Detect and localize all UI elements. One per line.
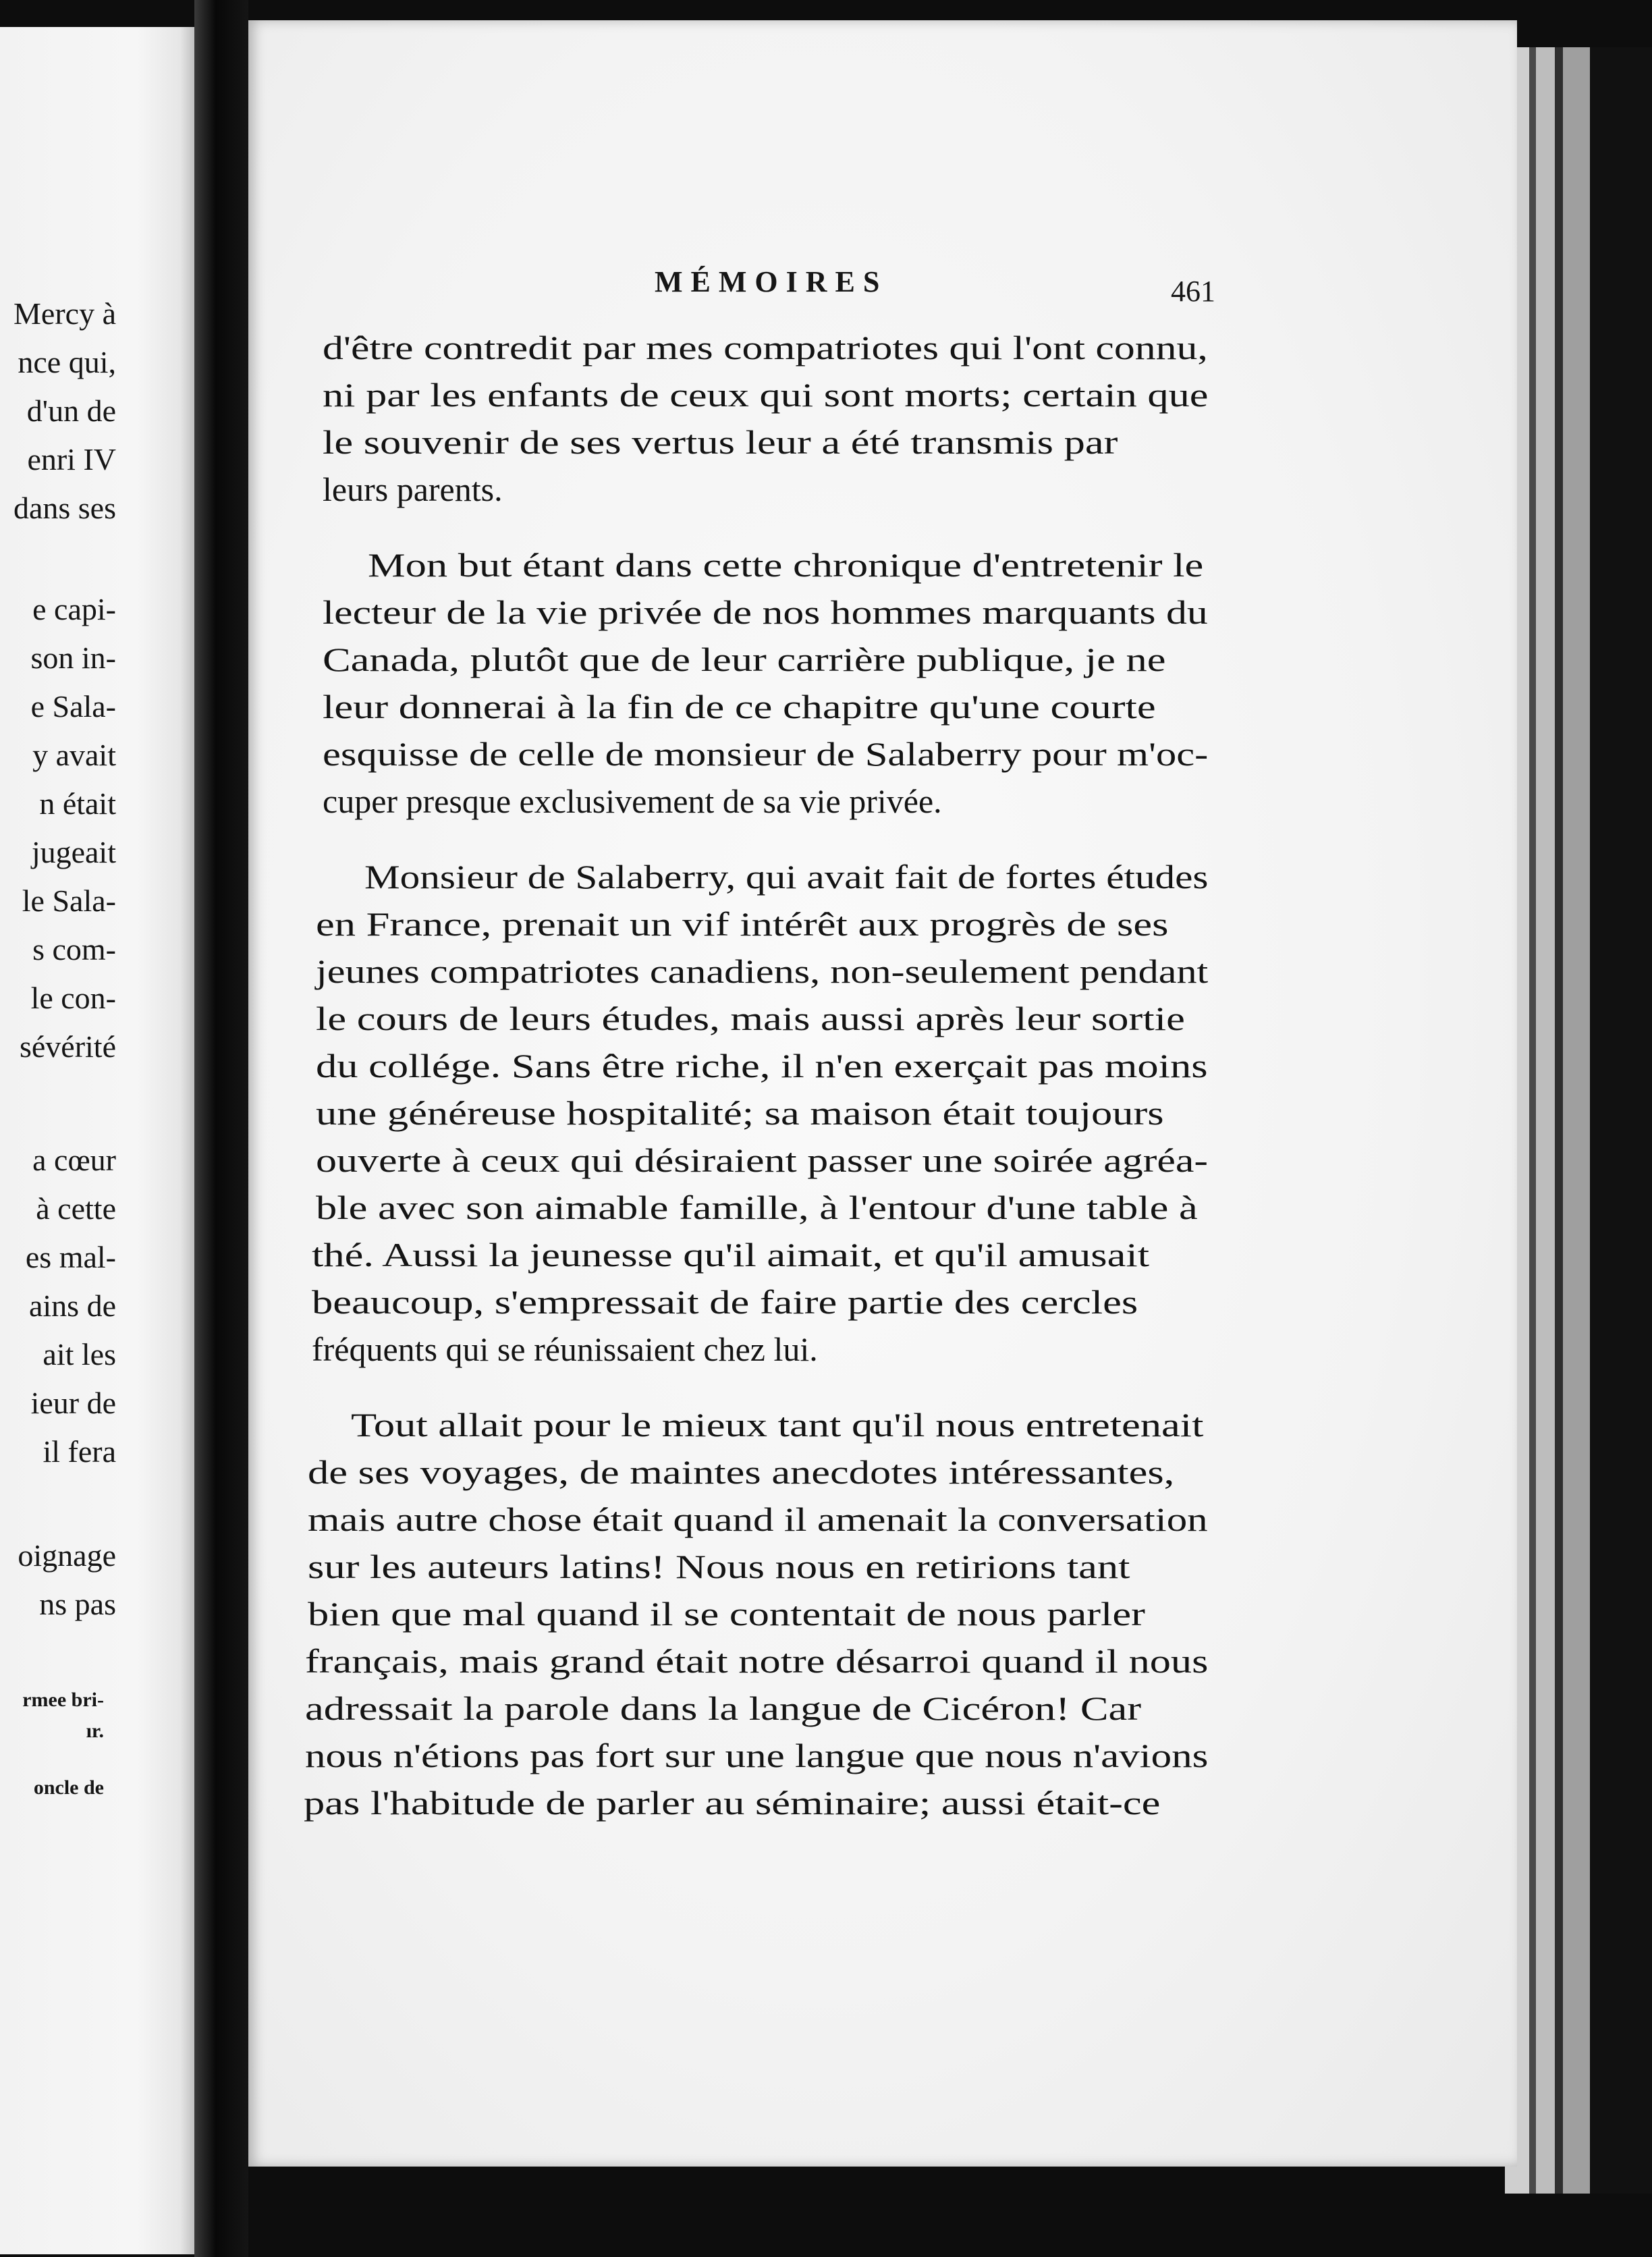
- text-line: lecteur de la vie privée de nos hommes marquants du: [323, 593, 1208, 631]
- left-page-line: sévérité: [19, 1029, 116, 1064]
- left-page-line: s com-: [32, 932, 116, 967]
- text-line: nous n'étions pas fort sur une langue que nous n'avions: [305, 1737, 1209, 1774]
- left-page-line: ait les: [43, 1337, 116, 1371]
- left-page-line: ains de: [28, 1288, 116, 1323]
- text-line: ble avec son aimable famille, à l'entour d'une table à: [316, 1189, 1198, 1226]
- left-page-line: dans ses: [13, 491, 116, 525]
- left-page-line: le con-: [30, 981, 116, 1015]
- left-page-fragment: [0, 27, 196, 2254]
- text-line: pas l'habitude de parler au séminaire; aussi était-ce: [304, 1784, 1161, 1822]
- left-page-line: à cette: [36, 1191, 116, 1226]
- text-line: ni par les enfants de ceux qui sont morts; certain que: [323, 376, 1209, 414]
- text-line: Mon but étant dans cette chronique d'entretenir le: [368, 546, 1204, 584]
- text-line: le souvenir de ses vertus leur a été transmis par: [323, 423, 1118, 461]
- page-edge: [1555, 47, 1563, 2194]
- text-line: thé. Aussi la jeunesse qu'il aimait, et qu'il amusait: [312, 1236, 1150, 1274]
- left-page-line: ieur de: [30, 1386, 116, 1420]
- text-line: fréquents qui se réunissaient chez lui.: [312, 1330, 818, 1368]
- text-line: du collége. Sans être riche, il n'en exerçait pas moins: [316, 1047, 1208, 1085]
- text-line: jeunes compatriotes canadiens, non-seulement pendant: [316, 952, 1209, 990]
- page-edge: [1563, 47, 1590, 2194]
- book-cover-edge: [1590, 47, 1652, 2194]
- book-gutter-shadow: [194, 0, 248, 2257]
- left-page-line: son in-: [30, 641, 116, 675]
- page-edge: [1529, 47, 1536, 2194]
- running-head: MÉMOIRES: [655, 265, 888, 298]
- left-page-line: ns pas: [39, 1587, 116, 1621]
- text-line: en France, prenait un vif intérêt aux progrès de ses: [316, 905, 1169, 943]
- text-line: le cours de leurs études, mais aussi après leur sortie: [316, 1000, 1185, 1037]
- left-page-line: oignage: [18, 1538, 116, 1573]
- text-line: bien que mal quand il se contentait de nous parler: [308, 1595, 1145, 1633]
- text-line: leurs parents.: [323, 470, 503, 508]
- page-number: 461: [1171, 275, 1215, 308]
- left-page-footnote: ır.: [86, 1720, 104, 1742]
- text-line: Canada, plutôt que de leur carrière publique, je ne: [323, 641, 1166, 678]
- left-page-line: es mal-: [25, 1240, 116, 1274]
- text-line: français, mais grand était notre désarroi quand il nous: [305, 1642, 1209, 1680]
- left-page-line: a cœur: [32, 1143, 116, 1177]
- page-edge: [1536, 47, 1555, 2194]
- left-page-line: e Sala-: [30, 689, 116, 724]
- text-line: Tout allait pour le mieux tant qu'il nous entretenait: [351, 1406, 1204, 1444]
- left-page-line: il fera: [43, 1434, 116, 1469]
- left-page-footnote: rmee bri-: [22, 1689, 104, 1711]
- left-page-line: le Sala-: [22, 883, 116, 918]
- left-page-line: jugeait: [31, 835, 116, 869]
- text-line: mais autre chose était quand il amenait la conversation: [308, 1500, 1208, 1538]
- text-line: une généreuse hospitalité; sa maison était toujours: [316, 1094, 1164, 1132]
- left-page-line: enri IV: [27, 442, 116, 477]
- left-page-footnote: oncle de: [33, 1776, 104, 1799]
- text-line: Monsieur de Salaberry, qui avait fait de fortes études: [364, 858, 1209, 896]
- text-line: de ses voyages, de maintes anecdotes intéressantes,: [308, 1453, 1175, 1491]
- text-line: esquisse de celle de monsieur de Salaberry pour m'oc-: [323, 735, 1209, 773]
- text-line: beaucoup, s'empressait de faire partie des cercles: [312, 1283, 1138, 1321]
- left-page-line: n était: [39, 786, 116, 821]
- left-page-line: Mercy à: [13, 296, 116, 331]
- text-line: adressait la parole dans la langue de Cicéron! Car: [305, 1689, 1142, 1727]
- text-line: cuper presque exclusivement de sa vie privée.: [323, 782, 942, 820]
- text-line: sur les auteurs latins! Nous nous en retirions tant: [308, 1548, 1130, 1585]
- text-line: leur donnerai à la fin de ce chapitre qu'une courte: [323, 688, 1156, 726]
- text-line: d'être contredit par mes compatriotes qui l'ont connu,: [323, 329, 1208, 366]
- left-page-line: d'un de: [26, 393, 116, 428]
- text-line: ouverte à ceux qui désiraient passer une soirée agréa-: [316, 1141, 1209, 1179]
- left-page-line: e capi-: [32, 592, 116, 626]
- left-page-line: y avait: [32, 738, 116, 772]
- left-page-line: nce qui,: [18, 345, 116, 379]
